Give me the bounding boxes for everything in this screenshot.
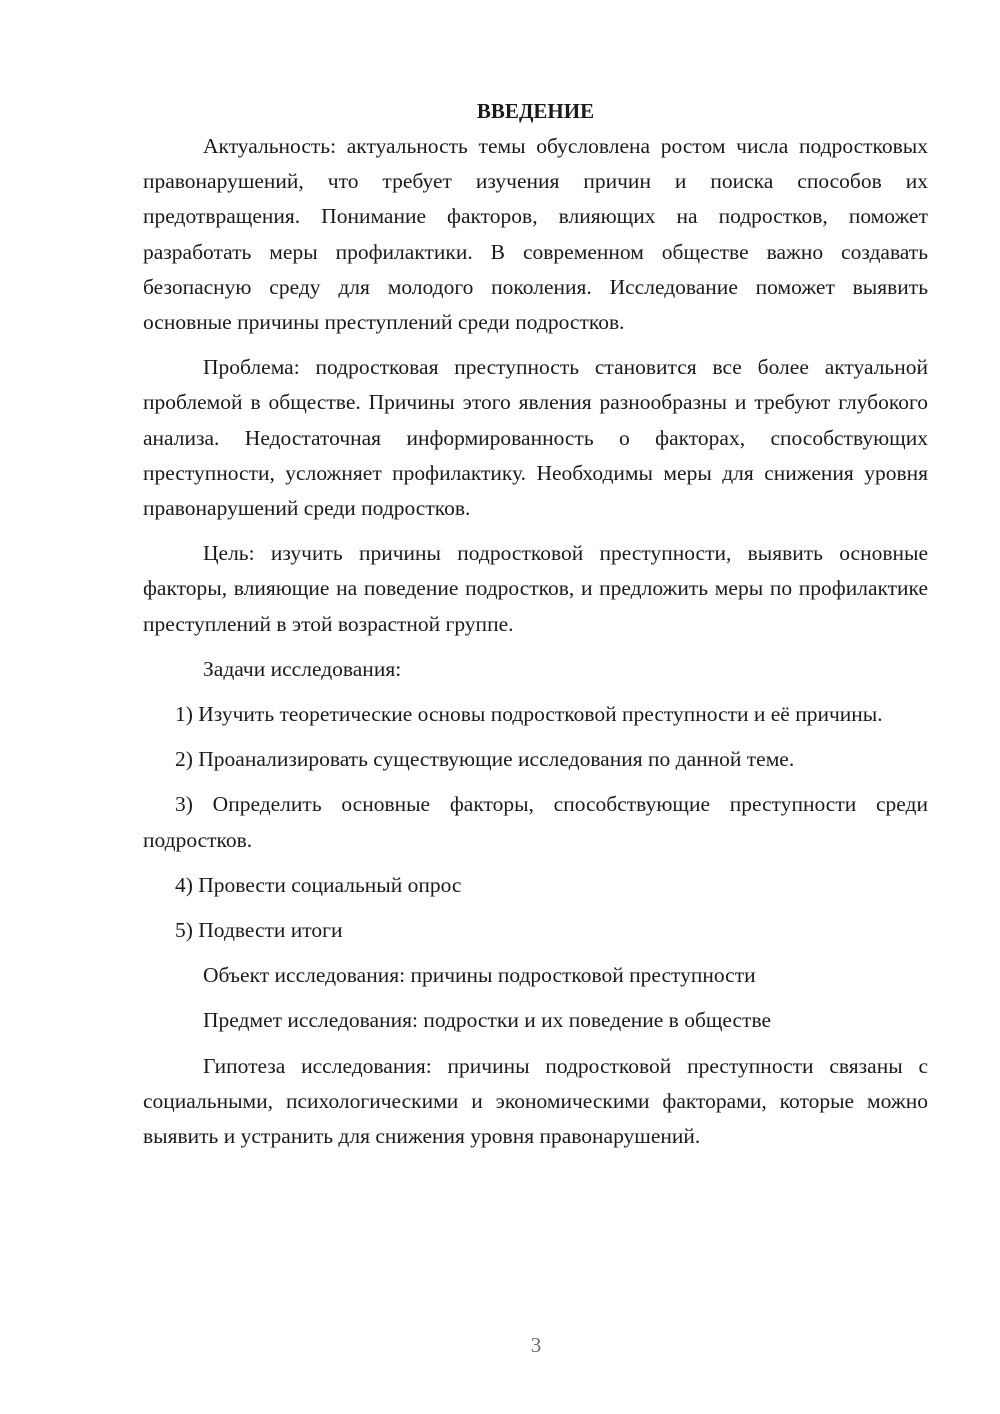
paragraph-relevance: Актуальность: актуальность темы обусловлена ростом числа подростковых правонарушений, что требует изучения причин и поиска способов их предотвращения. Понимание факторов, влияющих на подростков, поможет разработать меры профилактики. В современном обществе важно создавать безопасную среду для молодого поколения. Исследование поможет выявить основные причины преступлений среди подростков. xyxy=(143,134,928,335)
tasks-heading: Задачи исследования: xyxy=(203,656,402,681)
research-hypothesis: Гипотеза исследования: причины подростковой преступности связаны с социальными, психологическими и экономическими факторами, которые можно выявить и устранить для снижения уровня правонарушений. xyxy=(143,1053,928,1149)
paragraph-goal: Цель: изучить причины подростковой преступности, выявить основные факторы, влияющие на поведение подростков, и предложить меры по профилактике преступлений в этой возрастной группе. xyxy=(143,541,928,636)
research-object: Объект исследования: причины подростковой преступности xyxy=(203,963,756,988)
research-subject: Предмет исследования: подростки и их поведение в обществе xyxy=(203,1008,772,1033)
task-item-4: 4) Провести социальный опрос xyxy=(175,872,462,897)
task-item-2: 2) Проанализировать существующие исследования по данной теме. xyxy=(175,747,795,772)
task-item-3: 3) Определить основные факторы, способствующие преступности среди подростков. xyxy=(143,792,928,852)
document-body xyxy=(143,94,928,1164)
task-item-5: 5) Подвести итоги xyxy=(175,918,343,943)
task-item-1: 1) Изучить теоретические основы подростковой преступности и её причины. xyxy=(175,702,883,727)
page-number: 3 xyxy=(530,1333,542,1357)
page-title: ВВЕДЕНИЕ xyxy=(476,99,595,123)
paragraph-problem: Проблема: подростковая преступность становится все более актуальной проблемой в обществе. Причины этого явления разнообразны и требуют глубокого анализа. Недостаточная информированность о факторах, способствующих преступности, усложняет профилактику. Необходимы меры для снижения уровня правонарушений среди подростков. xyxy=(143,355,928,521)
